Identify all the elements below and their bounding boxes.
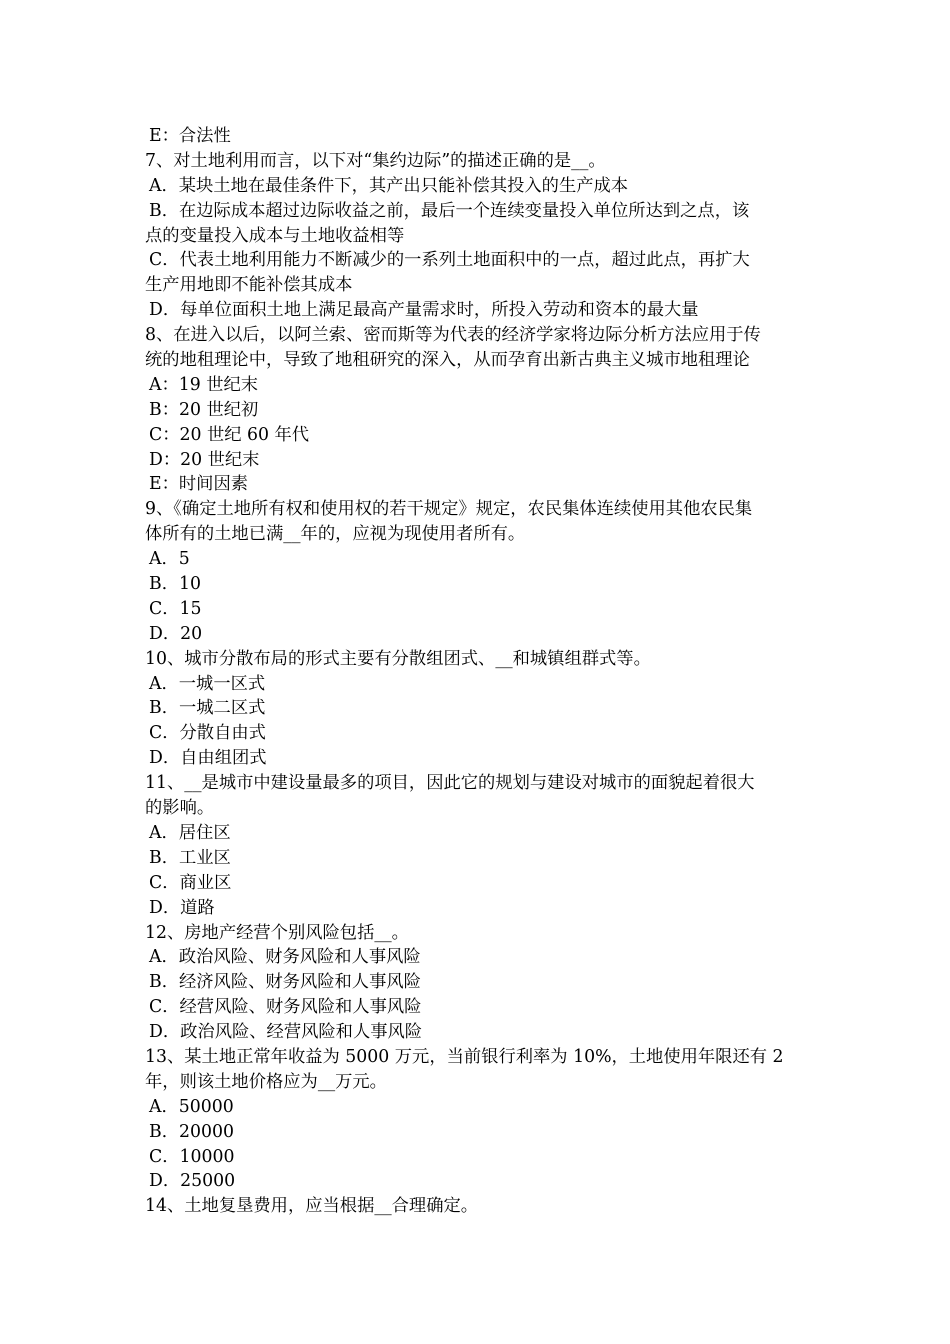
answer-option-line: A．居住区: [149, 822, 231, 843]
answer-option-line: D．政治风险、经营风险和人事风险: [149, 1022, 423, 1043]
answer-option-line: A．某块土地在最佳条件下，其产出只能补偿其投入的生产成本: [149, 175, 629, 196]
question-text-line: 9、《确定土地所有权和使用权的若干规定》规定，农民集体连续使用其他农民集: [145, 499, 753, 520]
answer-option-line: E：合法性: [149, 126, 231, 146]
answer-option-line: C：20 世纪 60 年代: [149, 424, 310, 445]
question-text-line: 体所有的土地已满__年的，应视为现使用者所有。: [145, 524, 526, 545]
answer-option-line: B．在边际成本超过边际收益之前，最后一个连续变量投入单位所达到之点，该: [149, 200, 750, 221]
answer-option-line: B：20 世纪初: [149, 399, 259, 420]
answer-option-line: D．道路: [149, 897, 215, 918]
answer-option-line: C．经营风险、财务风险和人事风险: [149, 997, 422, 1018]
question-text-line: 8、在进入以后，以阿兰索、密而斯等为代表的经济学家将边际分析方法应用于传: [145, 325, 761, 346]
answer-option-line: C．分散自由式: [149, 723, 266, 744]
answer-option-line: D．25000: [149, 1171, 236, 1192]
answer-option-line: A．50000: [149, 1096, 234, 1117]
answer-option-line: B．10: [149, 574, 201, 595]
question-text-line: 11、__是城市中建设量最多的项目，因此它的规划与建设对城市的面貌起着很大: [145, 773, 755, 794]
answer-option-line: D．每单位面积土地上满足最高产量需求时，所投入劳动和资本的最大量: [149, 300, 699, 321]
answer-option-line: B．经济风险、财务风险和人事风险: [149, 972, 421, 993]
question-text-line: 的影响。: [145, 798, 215, 819]
answer-option-line: D：20 世纪末: [149, 449, 260, 470]
answer-option-line: C．10000: [149, 1146, 235, 1167]
question-text-line: 生产用地即不能补偿其成本: [145, 275, 353, 296]
answer-option-line: D．20: [149, 623, 203, 644]
question-text-line: 12、房地产经营个别风险包括__。: [145, 922, 409, 943]
answer-option-line: B．20000: [149, 1121, 234, 1142]
answer-option-line: A．5: [149, 549, 190, 570]
answer-option-line: A：19 世纪末: [149, 374, 259, 395]
answer-option-line: E：时间因素: [149, 474, 249, 495]
question-text-line: 年，则该土地价格应为__万元。: [145, 1071, 387, 1092]
question-text-line: 统的地租理论中，导致了地租研究的深入，从而孕育出新古典主义城市地租理论: [145, 350, 750, 371]
question-text-line: 点的变量投入成本与土地收益相等: [145, 225, 405, 246]
question-text-line: 14、土地复垦费用，应当根据__合理确定。: [145, 1196, 479, 1217]
answer-option-line: C．代表土地利用能力不断减少的一系列土地面积中的一点，超过此点，再扩大: [149, 250, 750, 271]
answer-option-line: B．一城二区式: [149, 698, 266, 719]
question-text-line: 7、对土地利用而言，以下对“集约边际”的描述正确的是__。: [145, 150, 606, 171]
question-text-line: 13、某土地正常年收益为 5000 万元，当前银行利率为 10%，土地使用年限还有 2: [145, 1046, 784, 1067]
answer-option-line: B．工业区: [149, 847, 231, 868]
answer-option-line: A．政治风险、财务风险和人事风险: [149, 947, 421, 968]
answer-option-line: C．商业区: [149, 872, 232, 893]
answer-option-line: D．自由组团式: [149, 748, 267, 769]
answer-option-line: C．15: [149, 598, 202, 619]
question-text-line: 10、城市分散布局的形式主要有分散组团式、__和城镇组群式等。: [145, 648, 651, 669]
document-body: [145, 124, 810, 1219]
answer-option-line: A．一城一区式: [149, 673, 266, 694]
